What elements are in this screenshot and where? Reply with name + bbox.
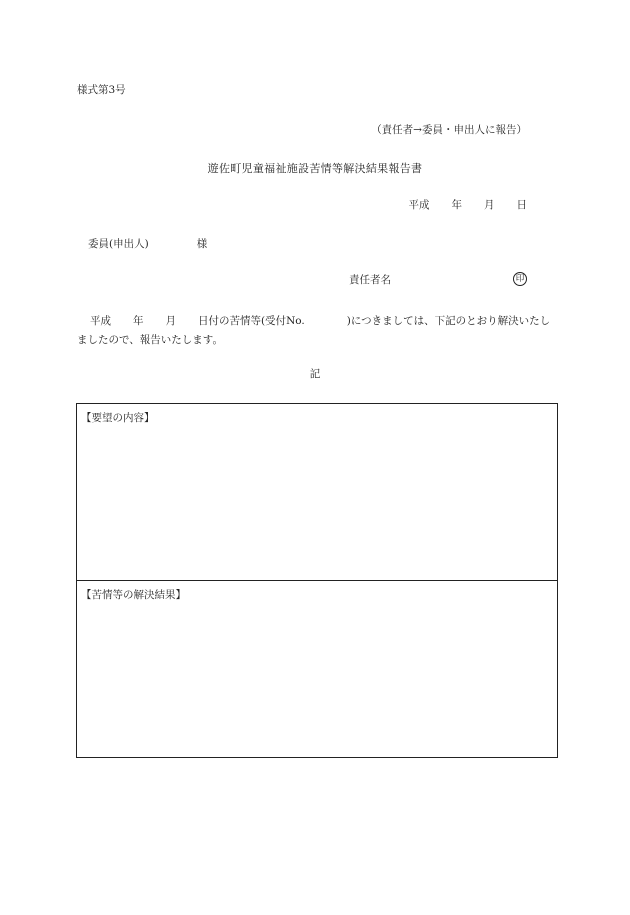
body-paragraph	[77, 312, 553, 350]
date-era: 平成	[408, 199, 430, 211]
recipient-honorific: 様	[196, 238, 208, 250]
body-era: 平成	[90, 315, 111, 327]
date-year: 年	[451, 199, 462, 211]
recipient-label: 委員(申出人)	[88, 238, 149, 250]
seal-icon: 印	[513, 272, 527, 286]
body-year: 年	[133, 315, 144, 327]
result-section	[77, 581, 557, 757]
result-section-label: 【苦情等の解決結果】	[81, 589, 186, 601]
result-content-area[interactable]	[77, 605, 557, 757]
records-table	[76, 403, 558, 758]
date-line	[409, 200, 528, 211]
recipient-line	[88, 239, 207, 250]
document-title: 遊佐町児童福祉施設苦情等解決結果報告書	[207, 162, 423, 175]
body-day-suffix: 日付の苦情等(受付No.	[198, 315, 305, 327]
body-month: 月	[165, 315, 176, 327]
ki-mark: 記	[309, 368, 321, 380]
request-section-label: 【要望の内容】	[81, 412, 155, 424]
date-day: 日	[516, 199, 527, 211]
body-continuation: )につきましては、下記のとおり解決いたしましたので、報告いたします。	[77, 315, 551, 346]
request-section	[77, 404, 557, 581]
date-month: 月	[484, 199, 495, 211]
request-content-area[interactable]	[77, 428, 557, 580]
form-number: 様式第3号	[77, 84, 126, 96]
routing-note: （責任者→委員・申出人に報告）	[371, 124, 527, 136]
responsible-person-label: 責任者名	[349, 274, 391, 286]
